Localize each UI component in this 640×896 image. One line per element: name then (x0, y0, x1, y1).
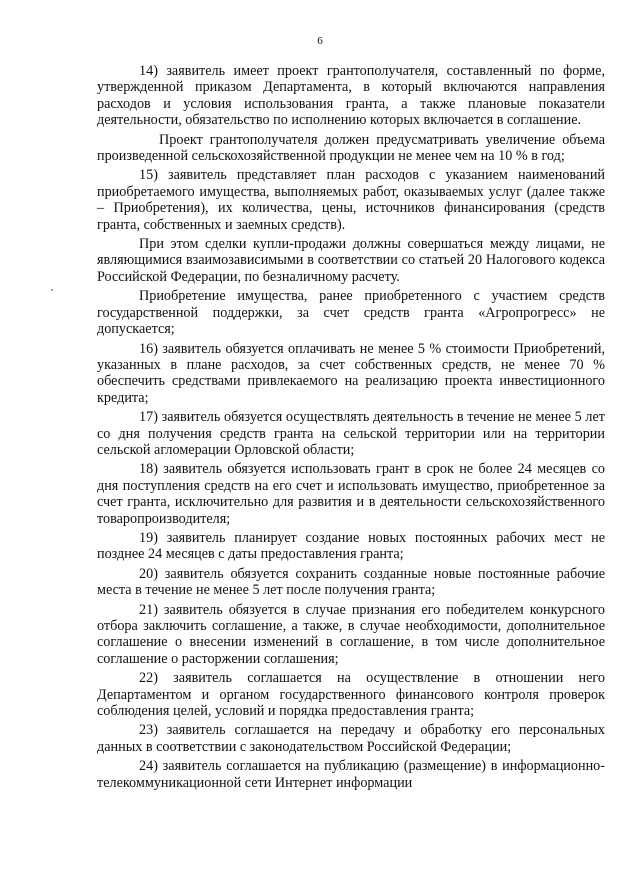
paragraph-item-19: 19) заявитель планирует создание новых постоянных рабочих мест не позднее 24 месяцев с даты предоставления гранта; (97, 529, 605, 563)
paragraph-item-20: 20) заявитель обязуется сохранить созданные новые постоянные рабочие места в течение не менее 5 лет после получения гранта; (97, 565, 605, 599)
paragraph-item-17: 17) заявитель обязуется осуществлять деятельность в течение не менее 5 лет со дня получения средств гранта на сельской территории или на территории сельской агломерации Орловской области; (97, 409, 605, 458)
paragraph-project-requirement: Проект грантополучателя должен предусматривать увеличение объема произведенной сельскохозяйственной продукции не менее чем на 10 % в год; (97, 131, 605, 165)
paragraph-item-21: 21) заявитель обязуется в случае признания его победителем конкурсного отбора заключить соглашение, а также, в случае необходимости, дополнительное соглашение о внесении изменений в соглашение, в том числе дополнительное соглашение о расторжении соглашения; (97, 601, 605, 667)
document-body (97, 63, 605, 791)
paragraph-property-restriction: Приобретение имущества, ранее приобретенного с участием средств государственной поддержки, за счет средств гранта «Агропрогресс» не допускается; (97, 288, 605, 338)
page-number: 6 (317, 35, 323, 47)
paragraph-item-14: 14) заявитель имеет проект грантополучателя, составленный по форме, утвержденной приказом Департамента, в который включаются направления расходов и условия использования гранта, а также плановые показатели деятельности, обязательство по исполнению которых включается в соглашение. (97, 63, 605, 129)
paragraph-transactions: При этом сделки купли-продажи должны совершаться между лицами, не являющимися взаимозависимыми в соответствии со статьей 20 Налогового кодекса Российской Федерации, по безналичному расчету. (97, 236, 605, 285)
paragraph-item-18: 18) заявитель обязуется использовать грант в срок не более 24 месяцев со дня поступления средств на его счет и использовать имущество, приобретенное за счет гранта, исключительно для развития и в деятельности сельскохозяйственного товаропроизводителя; (97, 461, 605, 527)
paragraph-item-24: 24) заявитель соглашается на публикацию (размещение) в информационно-телекоммуникационной сети Интернет информации (97, 758, 605, 791)
margin-mark (51, 289, 53, 291)
paragraph-item-15: 15) заявитель представляет план расходов с указанием наименований приобретаемого имущества, выполняемых работ, оказываемых услуг (далее также – Приобретения), их количества, цены, источников финансирования (средств гранта, собственных и заемных средств). (97, 167, 605, 233)
paragraph-item-23: 23) заявитель соглашается на передачу и обработку его персональных данных в соответствии с законодательством Российской Федерации; (97, 722, 605, 755)
paragraph-item-22: 22) заявитель соглашается на осуществление в отношении него Департаментом и органом государственного финансового контроля проверок соблюдения целей, условий и порядка предоставления гранта; (97, 670, 605, 720)
paragraph-item-16: 16) заявитель обязуется оплачивать не менее 5 % стоимости Приобретений, указанных в плане расходов, за счет собственных средств, не менее 70 % обеспечить средствами привлекаемого на реализацию проекта инвестиционного кредита; (97, 340, 605, 406)
